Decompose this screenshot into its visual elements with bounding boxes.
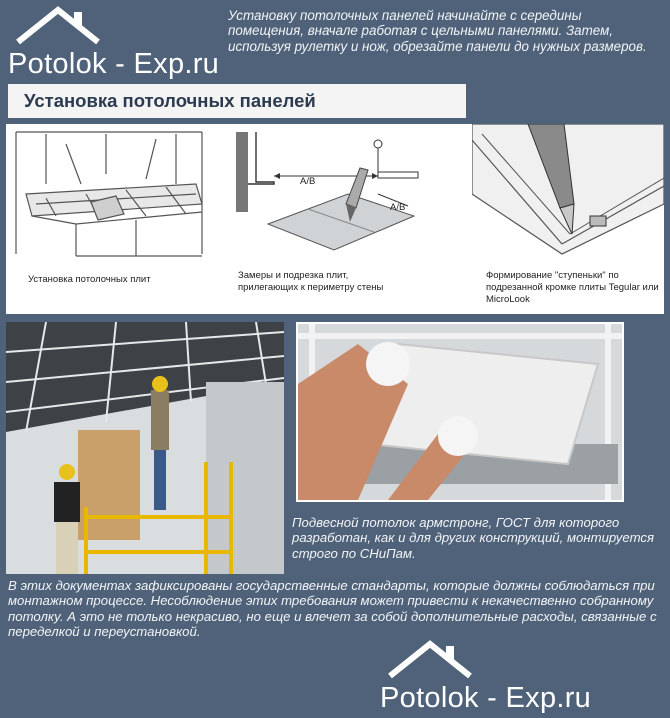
section-title: Установка потолочных панелей [24, 90, 316, 111]
logo-text: Potolok - Exp.ru [380, 682, 592, 714]
panel-installation-photo [296, 322, 624, 502]
house-roof-icon [10, 6, 110, 46]
ceiling-grid-drawing [6, 124, 212, 274]
house-roof-icon [382, 640, 482, 680]
step-install-tiles [6, 124, 212, 314]
step-3-caption: Формирование "ступеньки" по подрезанной кромке плиты Tegular или MicroLook [486, 270, 659, 305]
edge-forming-drawing [472, 124, 664, 264]
logo-text: Potolok - Exp.ru [8, 48, 220, 80]
logo-top [6, 6, 221, 84]
logo-bottom [378, 640, 608, 716]
standards-text: В этих документах зафиксированы государственные стандарты, которые должны соблюдаться при монтажном процессе. Несоблюдение этих требования может привести к некачественно собранному потолку. А это не только некрасиво, но еще и влечет за собой дополнительные расходы, связанные с переделкой и переустановкой. [8, 578, 657, 640]
label-ab-side: A/B [390, 202, 406, 213]
step-1-caption: Установка потолочных плит [28, 274, 151, 285]
label-ab-top: A/B [300, 176, 316, 187]
photo-caption: Подвесной потолок армстронг, ГОСТ для которого разработан, как и для других конструкций, монтируется строго по СНиПам. [292, 515, 655, 561]
step-form-edge [472, 124, 664, 314]
section-title-bar [8, 84, 466, 118]
workers-scaffold-photo [6, 322, 284, 574]
intro-text: Установку потолочных панелей начинайте с середины помещения, вначале работая с цельными панелями. Затем, используя рулетку и нож, обрезайте панели до нужных размеров. [228, 8, 647, 54]
step-2-caption: Замеры и подрезка плит, прилегающих к периметру стены [238, 270, 384, 293]
steps-illustration-panel [6, 124, 664, 314]
step-measure-cut [228, 124, 440, 314]
measure-cut-drawing [228, 124, 440, 254]
